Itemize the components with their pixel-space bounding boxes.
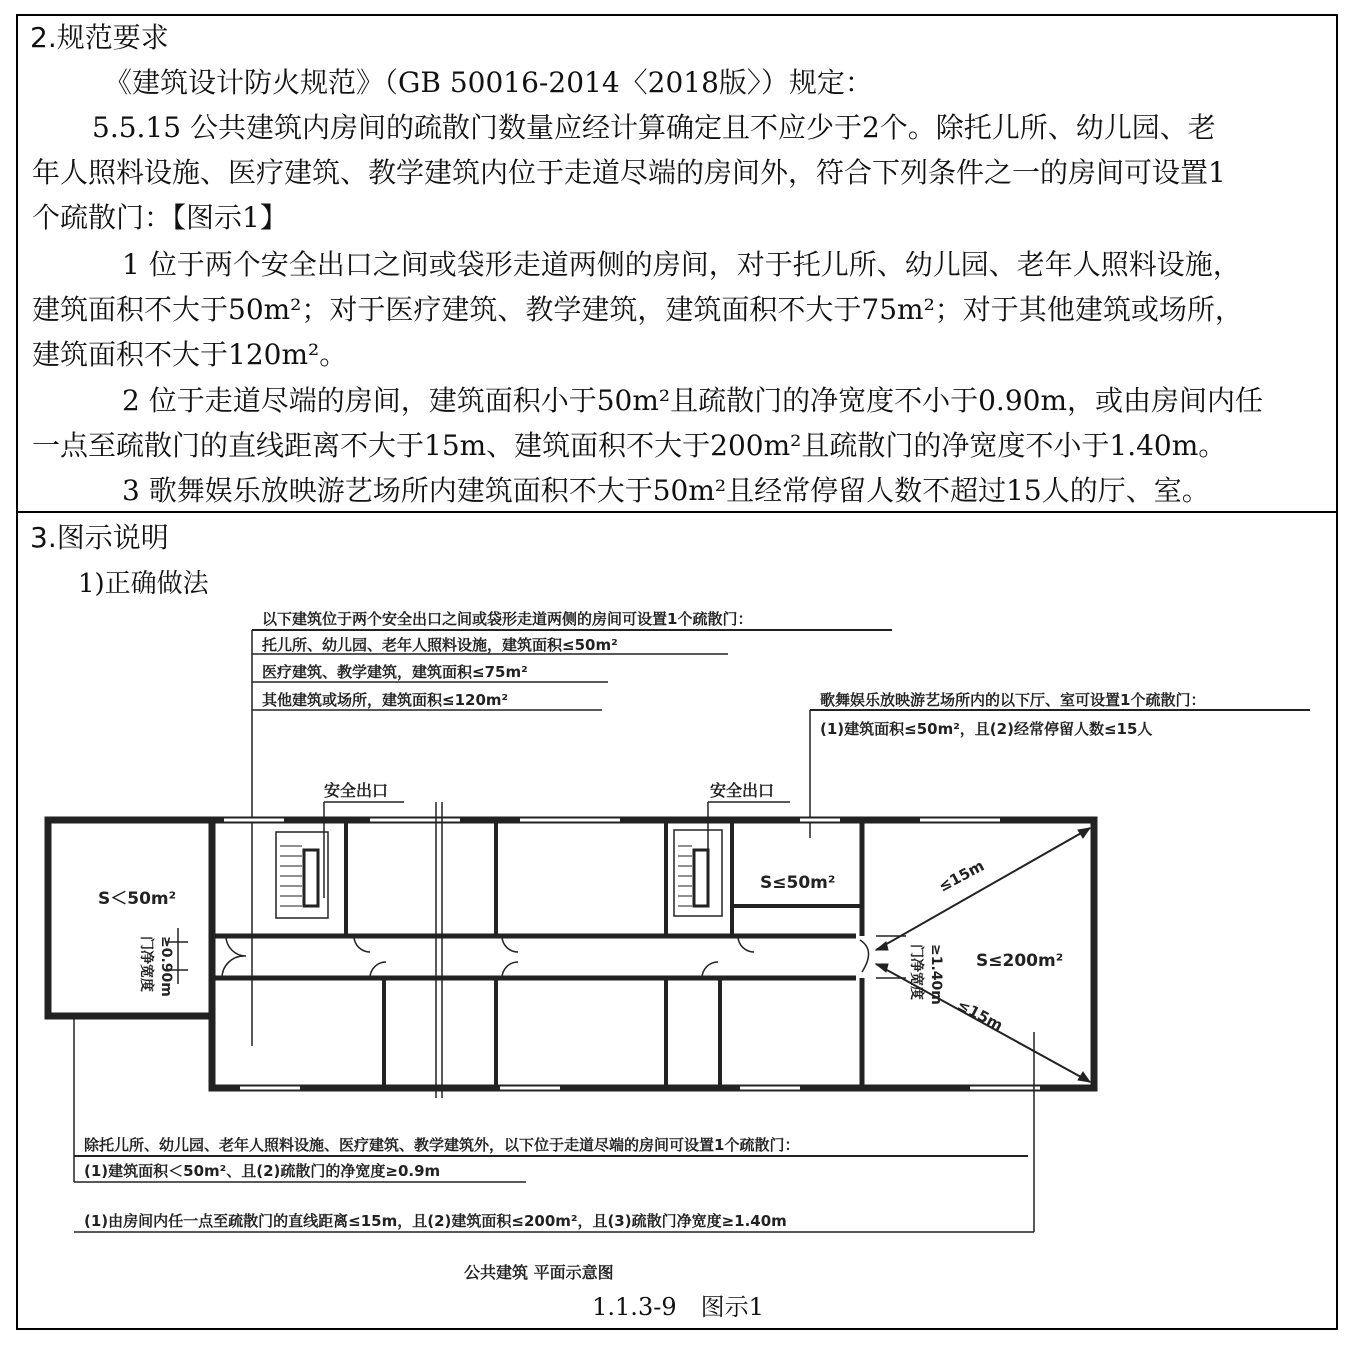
bottom-callout-row-2: (1)由房间内任一点至疏散门的直线距离≤15m，且(2)建筑面积≤200m²，且(3)疏散门净宽度≥1.40m bbox=[84, 1212, 787, 1230]
figure-caption: 1.1.3-9 图示1 bbox=[592, 1293, 764, 1321]
item-1-line-2: 建筑面积不大于50m²；对于医疗建筑、教学建筑，建筑面积不大于75m²；对于其他建筑或场所， bbox=[32, 293, 1243, 326]
section-3-subheading: 1)正确做法 bbox=[78, 569, 209, 599]
floor-plan-diagram bbox=[40, 606, 1330, 1290]
right-callout-title: 歌舞娱乐放映游艺场所内的以下厅、室可设置1个疏散门： bbox=[820, 691, 1206, 709]
code-source: 《建筑设计防火规范》（GB 50016-2014〈2018版〉）规定： bbox=[104, 66, 873, 99]
exit-label-left: 安全出口 bbox=[324, 781, 389, 800]
bottom-callout-row-1: (1)建筑面积＜50m²、且(2)疏散门的净宽度≥0.9m bbox=[84, 1162, 441, 1180]
top-callout-row-3: 其他建筑或场所，建筑面积≤120m² bbox=[262, 691, 509, 709]
item-2-line-2: 一点至疏散门的直线距离不大于15m、建筑面积不大于200m²且疏散门的净宽度不小于1.40m。 bbox=[32, 429, 1227, 462]
left-door-width-value: ≥0.90m bbox=[158, 936, 174, 997]
distance-top-label: ≤15m bbox=[935, 856, 988, 896]
clause-line-2: 年人照料设施、医疗建筑、教学建筑内位于走道尽端的房间外，符合下列条件之一的房间可设置1 bbox=[32, 156, 1226, 189]
item-3: 3 歌舞娱乐放映游艺场所内建筑面积不大于50m²且经常停留人数不超过15人的厅、室。 bbox=[122, 474, 1210, 507]
exit-label-right: 安全出口 bbox=[710, 781, 775, 800]
item-1-line-1: 1 位于两个安全出口之间或袋形走道两侧的房间，对于托儿所、幼儿园、老年人照料设施， bbox=[122, 248, 1241, 281]
item-1-line-3: 建筑面积不大于120m²。 bbox=[32, 338, 348, 371]
top-callout-title: 以下建筑位于两个安全出口之间或袋形走道两侧的房间可设置1个疏散门： bbox=[262, 610, 753, 628]
clause-line-1: 5.5.15 公共建筑内房间的疏散门数量应经计算确定且不应少于2个。除托儿所、幼儿园、老 bbox=[92, 111, 1216, 144]
right-callout-row: (1)建筑面积≤50m²，且(2)经常停留人数≤15人 bbox=[820, 720, 1153, 738]
room-right-area: S≤200m² bbox=[976, 951, 1064, 971]
top-callout-row-1: 托儿所、幼儿园、老年人照料设施，建筑面积≤50m² bbox=[262, 636, 618, 654]
bottom-callout-title: 除托儿所、幼儿园、老年人照料设施、医疗建筑、教学建筑外，以下位于走道尽端的房间可设置1个疏散门： bbox=[84, 1136, 800, 1154]
distance-bottom-label: ≤15m bbox=[954, 995, 1006, 1035]
clause-line-3: 个疏散门：【图示1】 bbox=[32, 201, 288, 234]
right-door-width-label: 门净宽度 bbox=[908, 944, 924, 1000]
room-left-area: S＜50m² bbox=[98, 889, 177, 909]
top-callout-row-2: 医疗建筑、教学建筑，建筑面积≤75m² bbox=[262, 663, 528, 681]
section-3-heading: 3.图示说明 bbox=[30, 521, 169, 554]
diagram-title: 公共建筑 平面示意图 bbox=[464, 1263, 614, 1282]
left-door-width-label: 门净宽度 bbox=[138, 936, 154, 992]
section-divider bbox=[16, 511, 1338, 513]
room-mid-area: S≤50m² bbox=[760, 873, 836, 893]
right-door-width-value: ≥1.40m bbox=[928, 944, 944, 1005]
item-2-line-1: 2 位于走道尽端的房间，建筑面积小于50m²且疏散门的净宽度不小于0.90m，或由房间内任 bbox=[122, 384, 1264, 417]
section-2-heading: 2.规范要求 bbox=[30, 21, 169, 54]
